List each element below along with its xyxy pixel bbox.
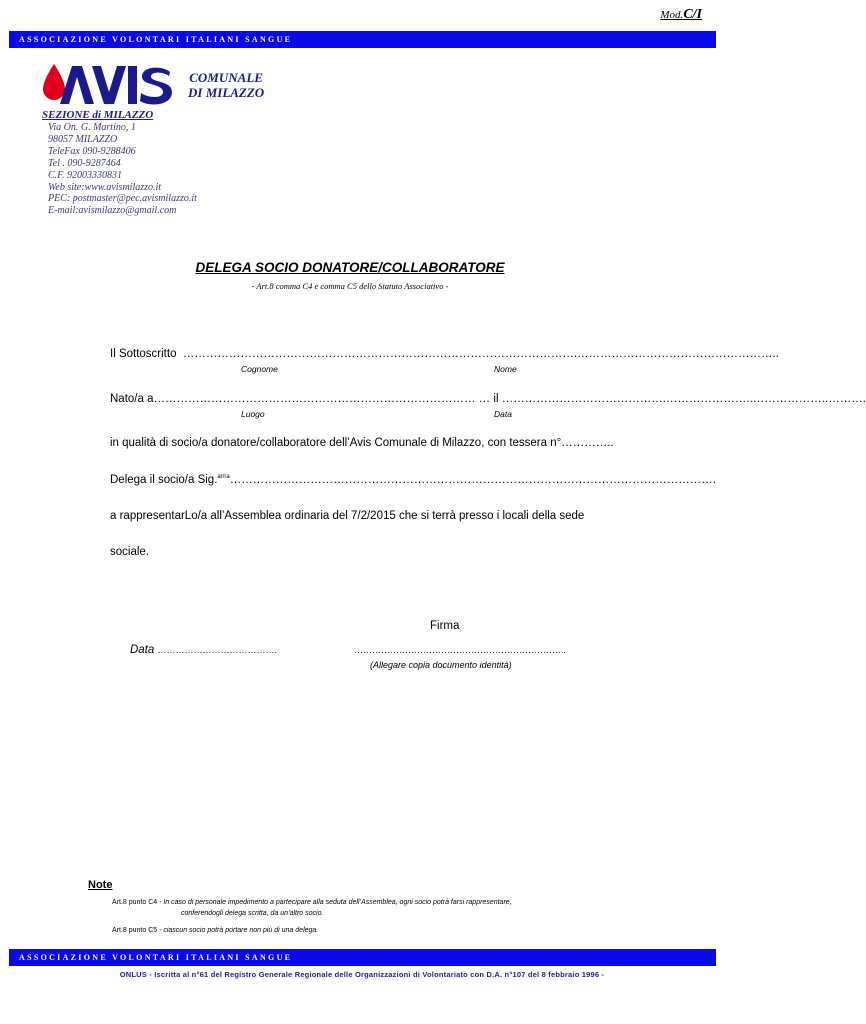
- data-caption: Data: [494, 409, 512, 419]
- note-c4-cont: [181, 910, 323, 917]
- note-c4-text-2: conferendogli delega scritta, da un’altro socio.: [181, 910, 324, 917]
- address-cf: C.F. 92003330831: [48, 169, 122, 181]
- address-telefax: TeleFax 090-9288406: [48, 145, 136, 157]
- note-c4-text: - In caso di personale impedimento a partecipare alla seduta dell’Assemblea, ogni socio potrà farsi rappresentare,: [157, 899, 512, 906]
- data-firma-field[interactable]: ………………………………….: [157, 645, 278, 655]
- data-firma-line: [130, 644, 277, 656]
- delegato-field[interactable]: ……………………………………………………………………………………………………………….: [229, 474, 716, 486]
- document-title: DELEGA SOCIO DONATORE/COLLABORATORE: [195, 260, 505, 275]
- rappresentare-line: a rappresentarLo/a all’Assemblea ordinaria del 7/2/2015 che si terrà presso i locali della sede: [110, 510, 585, 522]
- blood-drop-icon: [43, 64, 65, 100]
- address-block: [48, 122, 197, 217]
- module-prefix: Mod.: [660, 9, 684, 21]
- module-number: C/I: [683, 7, 702, 22]
- sottoscritto-field[interactable]: ………………………………………………………………………………………….……………………………………………..: [182, 348, 779, 360]
- il-label: il: [493, 393, 499, 405]
- firma-field[interactable]: ……………………………………………………………..: [354, 645, 567, 655]
- address-city: 98057 MILAZZO: [48, 133, 118, 145]
- nato-label: Nato/a a: [110, 393, 154, 405]
- onlus-registration: ONLUS - Iscritta al n°61 del Registro Generale Regionale delle Organizzazioni di Volontariato con D.A. n°107 del 8 febbraio 1996 -: [119, 970, 605, 979]
- data-firma-label: Data: [130, 644, 155, 656]
- nome-caption: Nome: [494, 364, 517, 374]
- address-email: E-mail:avismilazzo@gmail.com: [48, 205, 177, 217]
- comunale-line-2: DI MILAZZO: [188, 85, 265, 100]
- notes-heading: Note: [88, 879, 113, 891]
- address-tel: Tel . 090-9287464: [48, 157, 121, 169]
- sezione-heading: SEZIONE di MILAZZO: [42, 109, 154, 121]
- tessera-line: in qualità di socio/a donatore/collaboratore dell’Avis Comunale di Milazzo, con tessera n°…………..: [110, 437, 614, 449]
- note-c5-ref: Art.8 punto C5: [112, 927, 158, 934]
- cognome-caption: Cognome: [241, 364, 278, 374]
- firma-label: Firma: [430, 620, 460, 632]
- note-c5: [112, 927, 318, 934]
- note-c5-text: - ciascun socio potrà portare non più di una delega.: [157, 927, 319, 934]
- nato-line: [110, 393, 866, 405]
- address-pec: PEC: postmaster@pec.avismilazzo.it: [48, 193, 197, 205]
- comunale-heading: [188, 70, 264, 100]
- footer-band: ASSOCIAZIONE VOLONTARI ITALIANI SANGUE: [9, 949, 716, 966]
- sociale-line: sociale.: [110, 546, 149, 558]
- note-c4-ref: Art.8 punto C4: [112, 899, 158, 906]
- header-band: ASSOCIAZIONE VOLONTARI ITALIANI SANGUE: [9, 31, 716, 48]
- delega-line: [110, 474, 716, 486]
- sottoscritto-label: Il Sottoscritto: [110, 348, 177, 360]
- sottoscritto-line: [110, 348, 779, 360]
- avis-logo: [42, 62, 172, 106]
- firma-note: (Allegare copia documento identità): [370, 660, 512, 670]
- delega-label: Delega il socio/a Sig.: [110, 474, 218, 486]
- address-street: Via On. G. Martino, 1: [48, 122, 136, 133]
- module-code: [660, 7, 702, 23]
- note-c4: [112, 899, 512, 906]
- document-subtitle: - Art.8 comma C4 e comma C5 dello Statuto Associativo -: [251, 281, 449, 291]
- luogo-caption: Luogo: [241, 409, 265, 419]
- delega-suffix: ar/ra: [217, 474, 230, 481]
- comunale-line-1: COMUNALE: [189, 70, 263, 85]
- luogo-field[interactable]: ………………………………………………………………………… …: [153, 393, 491, 405]
- data-nascita-field[interactable]: …………………………………….…………………..………………..……….: [501, 393, 866, 405]
- address-website: Web site:www.avismilazzo.it: [48, 181, 162, 193]
